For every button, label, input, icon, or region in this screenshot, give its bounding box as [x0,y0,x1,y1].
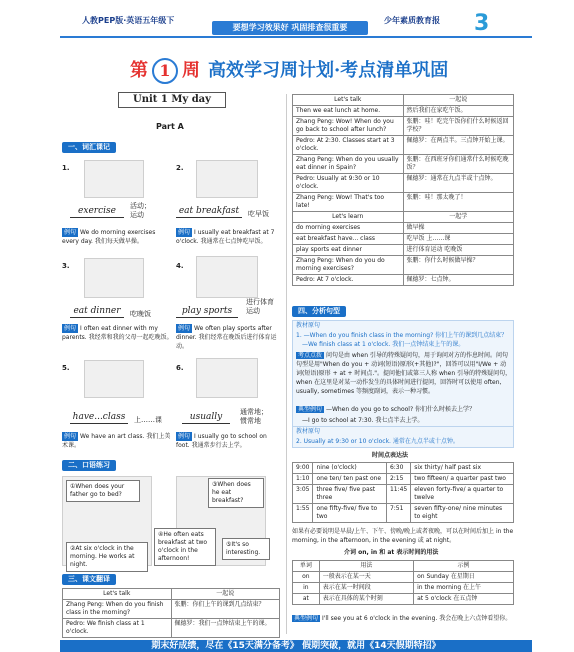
title-main: 高效学习周计划·考点清单巩固 [208,59,449,81]
example-tag: 典型例句 [294,615,319,622]
header-slogan: 要想学习效果好 巩固排查很重要 [212,21,368,35]
table-header: 一起说 [403,95,514,106]
table-cell: one ten/ ten past one [313,474,386,485]
example-text: We often play sports after dinner. 我们经常在晚饭后进行体育运动。 [176,325,277,350]
oral-bubble: ⑤It's so interesting. [222,538,270,560]
table-cell: 一般表示在某一天 [319,572,413,583]
title-di: 第 [130,59,148,81]
table-row [293,485,514,504]
oral-bubble: ①When does your father go to bed? [66,480,140,502]
table-cell: 1:10 [293,474,313,485]
vocab-example [176,228,280,246]
vocab-picture [196,358,258,398]
example-text: I usually eat breakfast at 7 o'clock. 我通常在七点钟吃早饭。 [176,229,275,245]
vocab-word: usually [182,412,230,424]
table-header: Let's talk [63,589,172,600]
section-oral: 二、口语练习 [62,460,116,471]
table-cell: in [293,583,320,594]
section-analysis: 四、分析句型 [292,306,346,317]
table-cell: 6:30 [386,463,410,474]
table-row [63,600,280,619]
table-cell: 张鹏：在西班牙你们通常什么时候吃晚饭？ [403,155,514,174]
prep-table [292,560,514,605]
table-cell: 1:55 [293,504,313,523]
table-cell: Then we eat lunch at home. [293,106,404,117]
part-label: Part A [156,122,184,131]
table-row [293,474,514,485]
table-cell: do morning exercises [293,223,404,234]
table-cell: 张鹏：你什么时候做早操？ [403,256,514,275]
typical-example [296,405,512,414]
table-cell: seven fifty-one/ nine minutes to eight [411,504,514,523]
vocab-example [176,432,280,450]
table-cell: 佩德罗：通常在九点半或十点钟。 [403,174,514,193]
right-text-table [292,94,514,286]
example-tag: 典型例句 [298,406,323,413]
example-tag: 例句 [178,433,191,440]
prep-table-title: 介词 on, in 和 at 表示时间的用法 [344,549,439,556]
table-cell: Pedro: At 2:30. Classes start at 3 o'clock. [293,136,404,155]
example-text: —When do you go to school? 你们什么时候去上学？ [325,406,476,413]
table-cell: 张鹏：你们上午的课到几点结束？ [171,600,280,619]
vocab-picture [84,160,144,198]
time-note: 如果有必要说明是早晨/上午、下午、傍晚/晚上或者夜晚，可以在时间后加上 in the morning, in the afternoon, in the evening 或 at night。 [292,528,514,544]
vocab-number: 4. [176,262,184,270]
vocab-picture [84,360,144,398]
table-row [293,256,514,275]
table-cell: 佩德罗：在两点半。三点钟开始上课。 [403,136,514,155]
table-cell: on [293,572,320,583]
table-row [293,136,514,155]
table-header: 一起说 [171,589,280,600]
table-row [293,245,514,256]
example-tag: 例句 [178,229,191,236]
vocab-picture [196,256,258,298]
column-divider [286,94,287,634]
table-cell: three five/ five past three [313,485,386,504]
vocab-picture [196,160,258,198]
typical-example [292,614,514,623]
oral-bubble: ②At six o'clock in the morning. He works at night. [66,542,148,572]
example-tag: 例句 [64,433,77,440]
table-cell: 然后我们在家吃午饭。 [403,106,514,117]
vocab-word: have...class [70,412,128,424]
table-row [293,275,514,286]
example-text: —I go to school at 7:30. 我七点半去上学。 [302,417,424,424]
example-text: We have an art class. 我们上美术课。 [62,433,171,449]
oral-bubble: ③When does he eat breakfast? [208,478,264,508]
vocab-meaning: 上……课 [134,416,162,424]
table-cell: Zhang Peng: When do you finish class in the morning? [63,600,172,619]
keypoint-tag: 考点点拨 [298,352,323,359]
vocab-number: 1. [62,164,70,172]
vocab-word: eat dinner [70,306,124,318]
table-cell: Zhang Peng: When do you usually eat dinner in Spain? [293,155,404,174]
text-table [62,588,280,638]
table-cell: one fifty-five/ five to two [313,504,386,523]
table-header: 单词 [293,561,320,572]
table-cell: 张鹏：哇！那太晚了！ [403,193,514,212]
table-header: 一起学 [403,212,514,223]
table-cell: 11:45 [386,485,410,504]
table-cell: at 5 o'clock 在五点钟 [414,594,514,605]
table-row [293,193,514,212]
week-number-badge: 1 [152,58,178,84]
example-text: I often eat dinner with my parents. 我经常和我的父母一起吃晚饭。 [62,325,173,341]
vocab-example [176,324,280,351]
table-cell: 表示在具体的某个时刻 [319,594,413,605]
header-publication: 少年素质教育报 [384,16,440,25]
vocab-example [62,324,174,342]
oral-bubble: ④He often eats breakfast at two o'clock in the afternoon! [154,528,216,566]
example-text: I'll see you at 6 o'clock in the evening. 我会在晚上六点钟看望你。 [321,615,512,622]
vocab-meaning: 进行体育运动 [246,298,274,315]
header-divider [60,36,532,38]
vocab-example [62,432,174,450]
section-vocab: 一、词汇课记 [62,142,116,153]
table-cell: 吃早饭 上……课 [403,234,514,245]
example-tag: 例句 [64,229,77,236]
table-cell: on Sunday 在星期日 [414,572,514,583]
vocab-picture [84,258,144,298]
table-row [293,174,514,193]
table-cell: 3:05 [293,485,313,504]
section-text: 三、课文翻译 [62,574,116,585]
table-cell: in the morning 在上午 [414,583,514,594]
table-header: Let's talk [293,95,404,106]
example-text: We do morning exercises every day. 我们每天做早操。 [62,229,156,245]
example-tag: 例句 [64,325,77,332]
table-cell: play sports eat dinner [293,245,404,256]
table-cell: 佩德罗：我们一点钟结束上午的课。 [171,619,280,638]
time-table [292,462,514,523]
table-row [293,572,514,583]
table-row [293,155,514,174]
source-sentence: —We finish class at 1 o'clock. 我们一点钟结束上午的课。 [302,341,465,348]
page-title [130,58,448,84]
unit-banner: Unit 1 My day [118,92,226,108]
vocab-word: eat breakfast [176,206,242,218]
vocab-meaning: 通常地；惯常地 [240,408,268,425]
table-cell: 7:51 [386,504,410,523]
table-cell: Pedro: Usually at 9:30 or 10 o'clock. [293,174,404,193]
example-text: I usually go to school on foot. 我通常步行去上学。 [176,433,267,449]
vocab-number: 6. [176,364,184,372]
header-edition: 人教PEP版·英语五年级下 [82,16,175,25]
footer-banner: 期末好成绩，尽在《15天满分备考》 假期突破，就用《14天假期特招》 [60,640,532,652]
vocab-number: 2. [176,164,184,172]
table-row [293,463,514,474]
table-cell: 做早操 [403,223,514,234]
table-cell: 张鹏：哇！吃完午饭你们什么时候返回学校？ [403,117,514,136]
table-row [293,583,514,594]
table-cell: 表示在某一时间段 [319,583,413,594]
table-cell: eat breakfast have... class [293,234,404,245]
vocab-word: play sports [176,306,238,318]
title-zhou: 周 [182,59,200,81]
table-header: 用法 [319,561,413,572]
page-header [0,0,574,38]
table-row [293,234,514,245]
source-sentence: 2. Usually at 9:30 or 10 o'clock. 通常在九点半或十点钟。 [296,438,459,445]
table-cell: 2:15 [386,474,410,485]
vocab-meaning: 吃早饭 [248,210,269,218]
table-cell: at [293,594,320,605]
table-cell: 9:00 [293,463,313,474]
table-cell: Zhang Peng: When do you do morning exercises? [293,256,404,275]
explanation [296,351,512,396]
table-cell: 佩德罗：七点钟。 [403,275,514,286]
table-row [63,619,280,638]
table-header: Let's learn [293,212,404,223]
vocab-number: 3. [62,262,70,270]
table-cell: Zhang Peng: Wow! That's too late! [293,193,404,212]
source-sentence: 1. —When do you finish class in the morning? 你们上午的课到几点结束？ [296,332,508,339]
table-row [293,594,514,605]
table-cell: Pedro: We finish class at 1 o'clock. [63,619,172,638]
page-number: 3 [474,11,490,36]
vocab-word: exercise [70,206,124,218]
vocab-meaning: 活动；运动 [130,202,151,219]
table-cell: two fifteen/ a quarter past two [411,474,514,485]
table-cell: six thirty/ half past six [411,463,514,474]
table-cell: nine (o'clock) [313,463,386,474]
table-cell: 进行体育运动 吃晚饭 [403,245,514,256]
vocab-example [62,228,174,246]
table-cell: eleven forty-five/ a quarter to twelve [411,485,514,504]
time-table-title: 时间点表达法 [372,452,409,459]
table-header: 示例 [414,561,514,572]
table-row [293,504,514,523]
table-row [293,223,514,234]
source-label: 教材原句 [296,322,321,329]
table-cell: Zhang Peng: Wow! When do you go back to school after lunch? [293,117,404,136]
source-label: 教材原句 [296,428,321,435]
vocab-meaning: 吃晚饭 [130,310,151,318]
table-row [293,106,514,117]
vocab-number: 5. [62,364,70,372]
example-tag: 例句 [178,325,191,332]
explanation-text: 问句是由 when 引导的特殊疑问句，用于询问对方的作息时间。问句句型是用"When do you + 动词(短语)原形(+其他)?"，回答可以用"I/We + 动词(短语)原形 + at + 时间点."。提问他们或第三人称 when 引导的特殊疑问句，when 在这里是对某一动作发生的具体时间进行提问，回答时可以使用 often, usually, sometimes 等频度副词，表示一种习惯。 [296,352,512,395]
table-row [293,117,514,136]
table-cell: Pedro: At 7 o'clock. [293,275,404,286]
